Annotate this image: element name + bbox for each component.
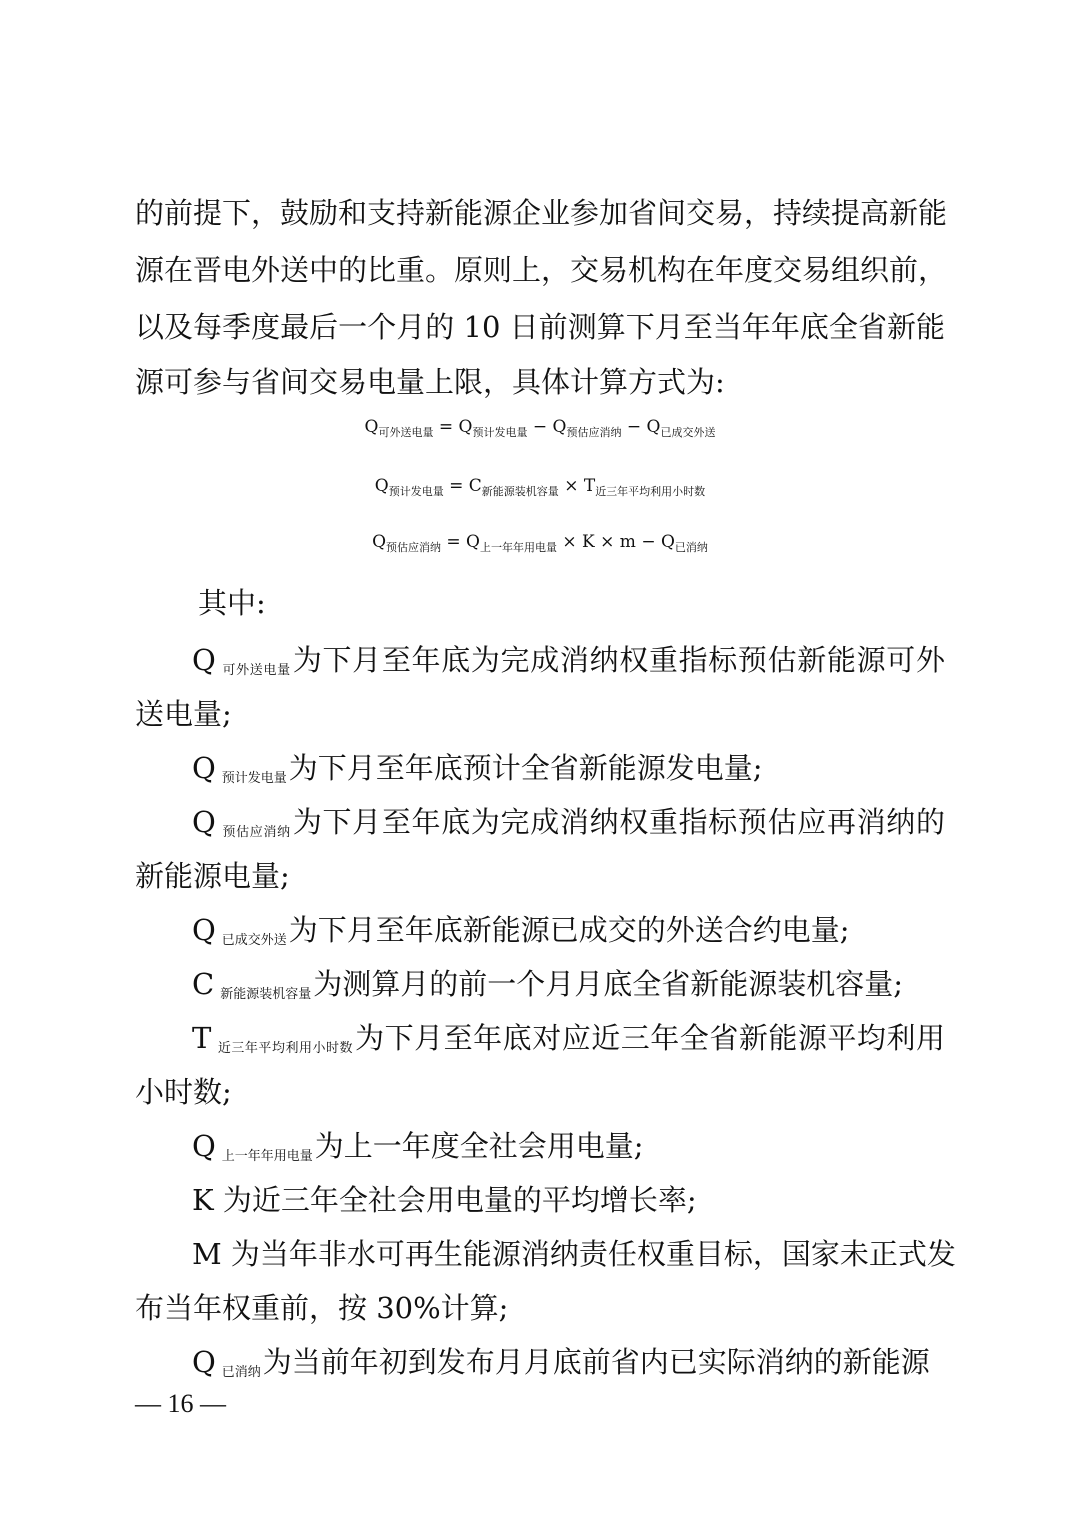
formula-subscript: 近三年平均利用小时数 bbox=[595, 485, 706, 498]
definition-continuation: 布当年权重前，按 30%计算; bbox=[135, 1291, 509, 1325]
formula-term: = Q bbox=[433, 417, 473, 437]
symbol-subscript: 已消纳 bbox=[221, 1365, 261, 1380]
definition-text: 为近三年全社会用电量的平均增长率; bbox=[213, 1183, 697, 1217]
body-text-line: 以及每季度最后一个月的 10 日前测算下月至当年年底全省新能 bbox=[135, 310, 945, 344]
formula bbox=[0, 473, 1080, 505]
definition-line bbox=[192, 1126, 945, 1177]
page-number: — 16 — bbox=[135, 1389, 226, 1418]
definition-text: 为当前年初到发布月月底前省内已实际消纳的新能源 bbox=[262, 1345, 930, 1379]
definition-text: 为测算月的前一个月月底全省新能源装机容量; bbox=[313, 967, 903, 1001]
formula-term: = Q bbox=[441, 532, 480, 552]
definition-text: 为下月至年底对应近三年全省新能源平均利用 bbox=[355, 1021, 945, 1055]
formula-term: Q bbox=[372, 532, 386, 552]
definition-line bbox=[192, 910, 945, 961]
definition-continuation: 送电量; bbox=[135, 697, 232, 731]
definition-line bbox=[192, 1180, 945, 1220]
definition-line bbox=[192, 640, 945, 691]
symbol: Q bbox=[192, 805, 216, 839]
definition-text: 为当年非水可再生能源消纳责任权重目标，国家未正式发 bbox=[221, 1237, 956, 1271]
symbol: Q bbox=[192, 751, 216, 785]
definition-text: 为下月至年底为完成消纳权重指标预估应再消纳的 bbox=[292, 805, 945, 839]
formula-term: Q bbox=[364, 417, 379, 437]
body-text-line: 源在晋电外送中的比重。原则上，交易机构在年度交易组织前， bbox=[135, 253, 948, 287]
formula-subscript: 预计发电量 bbox=[388, 485, 444, 498]
symbol-subscript: 近三年平均利用小时数 bbox=[217, 1041, 354, 1056]
symbol: K bbox=[192, 1183, 214, 1217]
definition-text: 为下月至年底预计全省新能源发电量; bbox=[288, 751, 763, 785]
symbol-subscript: 上一年年用电量 bbox=[221, 1149, 313, 1164]
formula-subscript: 预计发电量 bbox=[472, 426, 528, 439]
formula-term: × K × m − Q bbox=[557, 532, 675, 552]
formula-term: = C bbox=[443, 476, 482, 496]
body-text-line: 的前提下，鼓励和支持新能源企业参加省间交易，持续提高新能 bbox=[135, 196, 948, 230]
symbol: Q bbox=[192, 1345, 216, 1379]
formula-subscript: 新能源装机容量 bbox=[481, 485, 559, 498]
formula-term: − Q bbox=[527, 417, 567, 437]
formula-term: × T bbox=[558, 476, 596, 496]
symbol: M bbox=[192, 1237, 222, 1271]
definition-line bbox=[192, 1234, 956, 1274]
formula-term: Q bbox=[374, 476, 389, 496]
formula-subscript: 预估应消纳 bbox=[566, 426, 622, 439]
definition-line bbox=[192, 1018, 945, 1069]
definition-text: 为下月至年底新能源已成交的外送合约电量; bbox=[288, 913, 850, 947]
symbol-subscript: 可外送电量 bbox=[221, 663, 291, 678]
symbol-subscript: 预估应消纳 bbox=[221, 825, 291, 840]
symbol-subscript: 新能源装机容量 bbox=[220, 987, 312, 1002]
definition-line bbox=[192, 802, 945, 853]
formula bbox=[0, 529, 1080, 561]
definition-line bbox=[192, 1342, 945, 1393]
formula bbox=[0, 414, 1080, 446]
formula-subscript: 已消纳 bbox=[674, 541, 708, 554]
definition-continuation: 新能源电量; bbox=[135, 859, 290, 893]
symbol: T bbox=[192, 1021, 212, 1055]
symbol: C bbox=[192, 967, 215, 1001]
symbol-subscript: 已成交外送 bbox=[221, 933, 287, 948]
symbol: Q bbox=[192, 1129, 216, 1163]
body-text-line: 源可参与省间交易电量上限，具体计算方式为: bbox=[135, 365, 725, 399]
definition-text: 为下月至年底为完成消纳权重指标预估新能源可外 bbox=[292, 643, 945, 677]
formula-subscript: 上一年年用电量 bbox=[480, 541, 557, 554]
definition-text: 为上一年度全社会用电量; bbox=[314, 1129, 644, 1163]
formula-subscript: 可外送电量 bbox=[378, 426, 434, 439]
where-label: 其中: bbox=[198, 586, 266, 620]
formula-term: − Q bbox=[621, 417, 661, 437]
formula-subscript: 已成交外送 bbox=[660, 426, 716, 439]
symbol: Q bbox=[192, 643, 216, 677]
symbol-subscript: 预计发电量 bbox=[221, 771, 287, 786]
symbol: Q bbox=[192, 913, 216, 947]
definition-continuation: 小时数; bbox=[135, 1075, 232, 1109]
definition-line bbox=[192, 748, 945, 799]
formula-subscript: 预估应消纳 bbox=[386, 541, 441, 554]
definition-line bbox=[192, 964, 945, 1015]
